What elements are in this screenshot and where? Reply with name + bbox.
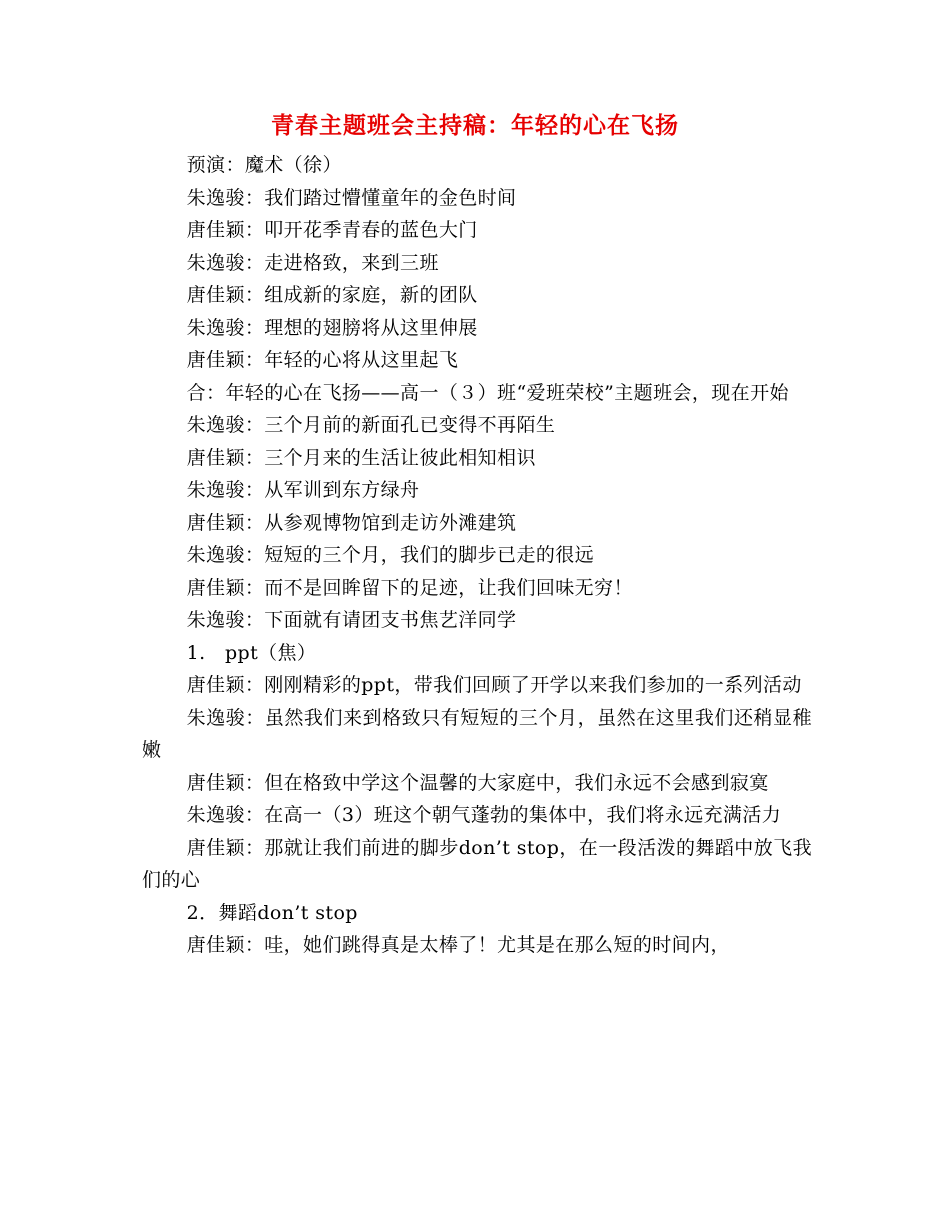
paragraph: 唐佳颖：但在格致中学这个温馨的大家庭中，我们永远不会感到寂寞 <box>186 771 769 794</box>
paragraph: 唐佳颖：而不是回眸留下的足迹，让我们回味无穷！ <box>186 576 633 599</box>
paragraph: 朱逸骏：虽然我们来到格致只有短短的三个月，虽然在这里我们还稍显稚嫩 <box>142 706 812 761</box>
paragraph: 唐佳颖：刚刚精彩的ppt，带我们回顾了开学以来我们参加的一系列活动 <box>186 674 802 696</box>
paragraph: 预演：魔术（徐） <box>186 154 342 176</box>
document-title: 青春主题班会主持稿：年轻的心在飞扬 <box>271 112 679 139</box>
paragraph: 朱逸骏：走进格致，来到三班 <box>186 251 439 274</box>
paragraph: 朱逸骏：短短的三个月，我们的脚步已走的很远 <box>186 544 595 566</box>
paragraph: 朱逸骏：下面就有请团支书焦艺洋同学 <box>186 609 517 631</box>
paragraph: 合：年轻的心在飞扬——高一（３）班“爱班荣校”主题班会，现在开始 <box>186 381 789 404</box>
paragraph: 唐佳颖：三个月来的生活让彼此相知相识 <box>186 446 536 469</box>
paragraph: 朱逸骏：从军训到东方绿舟 <box>186 479 420 501</box>
paragraph: 唐佳颖：从参观博物馆到走访外滩建筑 <box>186 511 517 534</box>
paragraph: 唐佳颖：哇，她们跳得真是太棒了！尤其是在那么短的时间内， <box>186 934 730 956</box>
paragraph: 朱逸骏：我们踏过懵懂童年的金色时间 <box>186 186 517 209</box>
paragraph: 朱逸骏：三个月前的新面孔已变得不再陌生 <box>186 414 556 436</box>
paragraph: 唐佳颖：组成新的家庭，新的团队 <box>186 284 478 306</box>
paragraph: 唐佳颖：那就让我们前进的脚步don’t stop，在一段活泼的舞蹈中放飞我们的心 <box>142 836 812 891</box>
paragraph: 朱逸骏：理想的翅膀将从这里伸展 <box>186 316 478 339</box>
document-body <box>142 149 812 962</box>
paragraph: 唐佳颖：年轻的心将从这里起飞 <box>186 349 459 371</box>
paragraph: 朱逸骏：在高一（3）班这个朝气蓬勃的集体中，我们将永远充满活力 <box>186 804 782 826</box>
paragraph: 唐佳颖：叩开花季青春的蓝色大门 <box>186 219 478 241</box>
paragraph: 2．舞蹈don’t stop <box>186 901 358 924</box>
paragraph: 1. ppt（焦） <box>186 641 317 664</box>
